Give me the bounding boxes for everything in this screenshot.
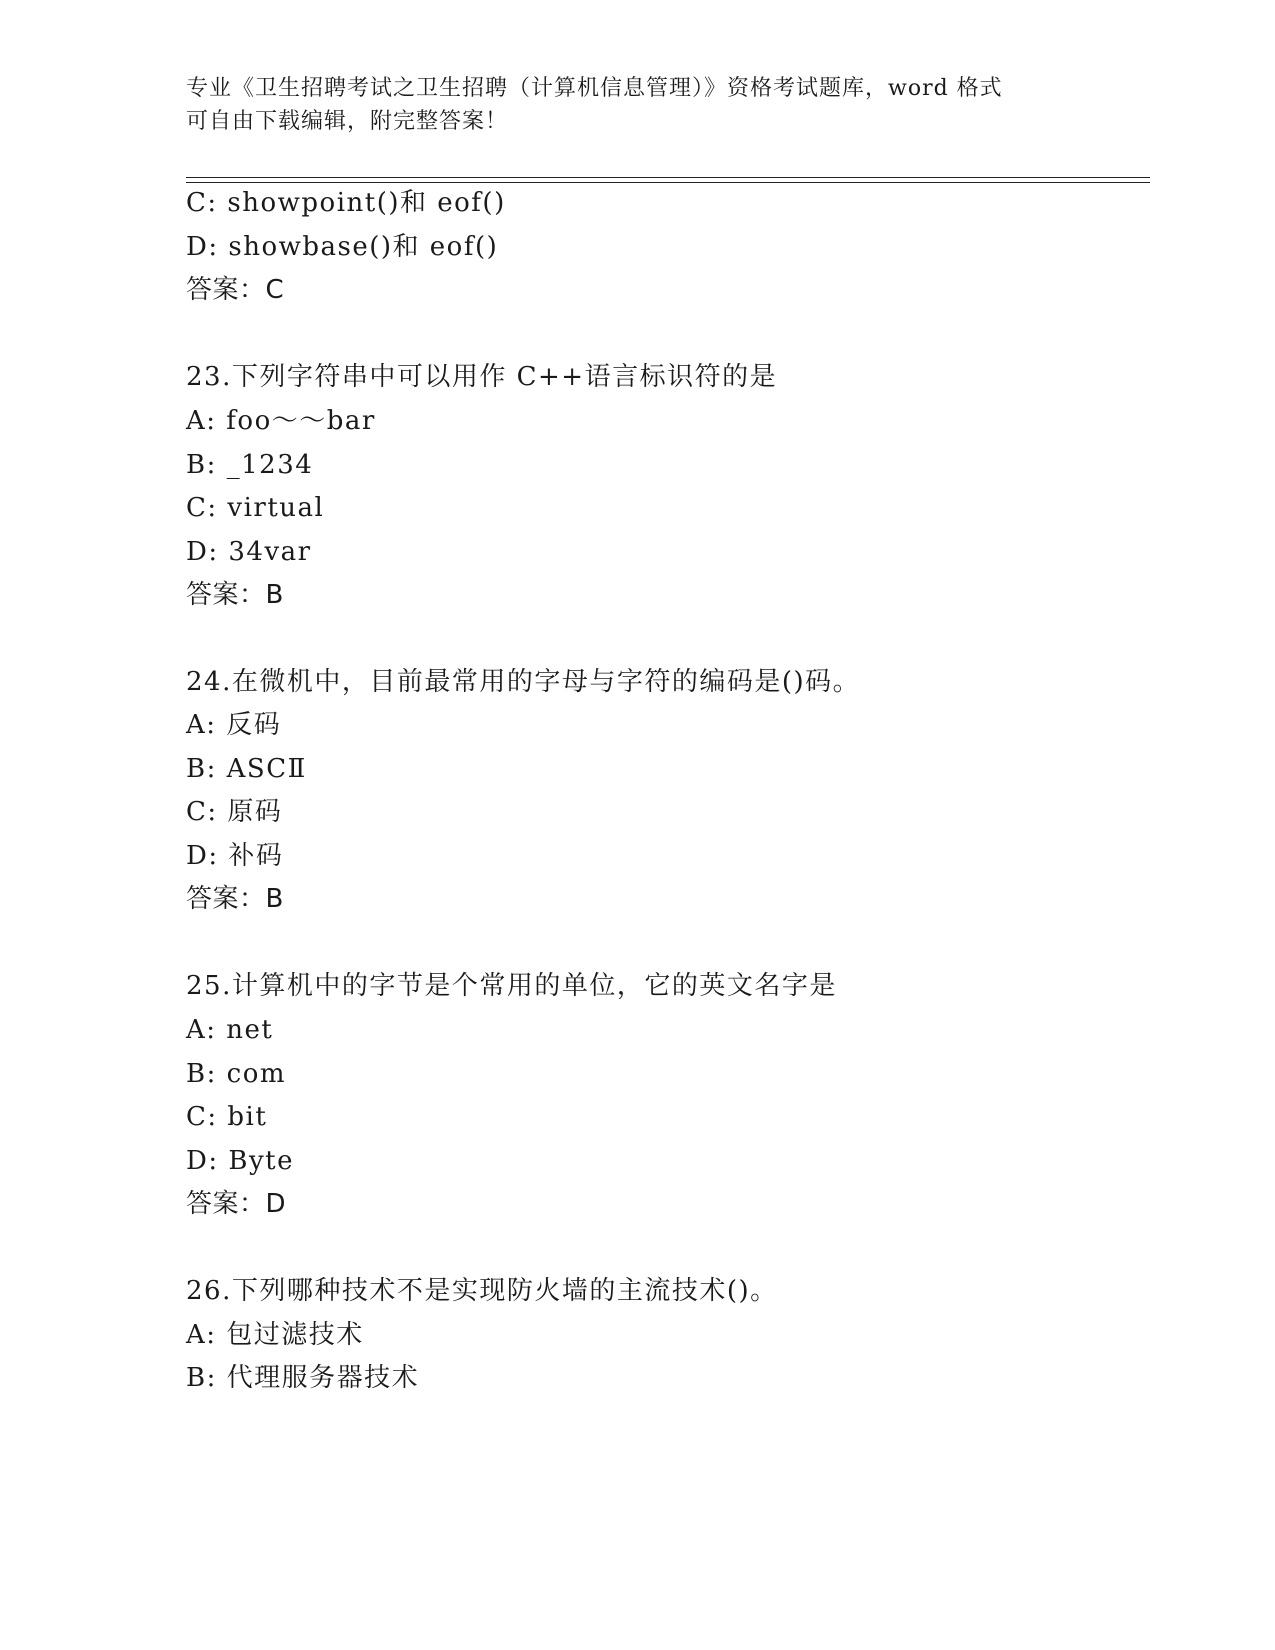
option-line: D: Byte xyxy=(186,1146,294,1176)
header-divider-top xyxy=(186,177,1150,178)
option-line: A: foo～～bar xyxy=(186,406,376,436)
answer-line: 答案：B xyxy=(186,884,284,914)
option-line: C: virtual xyxy=(186,493,325,523)
header-line-1: 专业《卫生招聘考试之卫生招聘（计算机信息管理）》资格考试题库，word 格式 xyxy=(186,76,1003,101)
question-stem: 25.计算机中的字节是个常用的单位，它的英文名字是 xyxy=(186,971,837,1001)
option-line: A: net xyxy=(186,1015,274,1045)
question-stem: 23.下列字符串中可以用作 C++语言标识符的是 xyxy=(186,362,778,392)
answer-line: 答案：C xyxy=(186,275,285,305)
option-line: B: ASCⅡ xyxy=(186,754,307,784)
option-line: B: 代理服务器技术 xyxy=(186,1363,420,1393)
option-line: B: _1234 xyxy=(186,450,314,480)
question-stem: 26.下列哪种技术不是实现防火墙的主流技术()。 xyxy=(186,1276,778,1306)
option-line: A: 反码 xyxy=(186,710,282,740)
document-header xyxy=(186,72,1066,138)
header-line-2: 可自由下载编辑，附完整答案！ xyxy=(186,109,509,134)
answer-line: 答案：B xyxy=(186,580,284,610)
option-line: C: showpoint()和 eof() xyxy=(186,188,506,218)
option-line: C: 原码 xyxy=(186,797,283,827)
question-stem: 24.在微机中，目前最常用的字母与字符的编码是()码。 xyxy=(186,667,861,697)
option-line: D: 34var xyxy=(186,537,312,567)
option-line: B: com xyxy=(186,1059,286,1089)
option-line: A: 包过滤技术 xyxy=(186,1320,364,1350)
option-line: D: 补码 xyxy=(186,841,284,871)
option-line: D: showbase()和 eof() xyxy=(186,232,499,262)
header-divider-bottom xyxy=(186,182,1150,183)
option-line: C: bit xyxy=(186,1102,268,1132)
answer-line: 答案：D xyxy=(186,1189,287,1219)
